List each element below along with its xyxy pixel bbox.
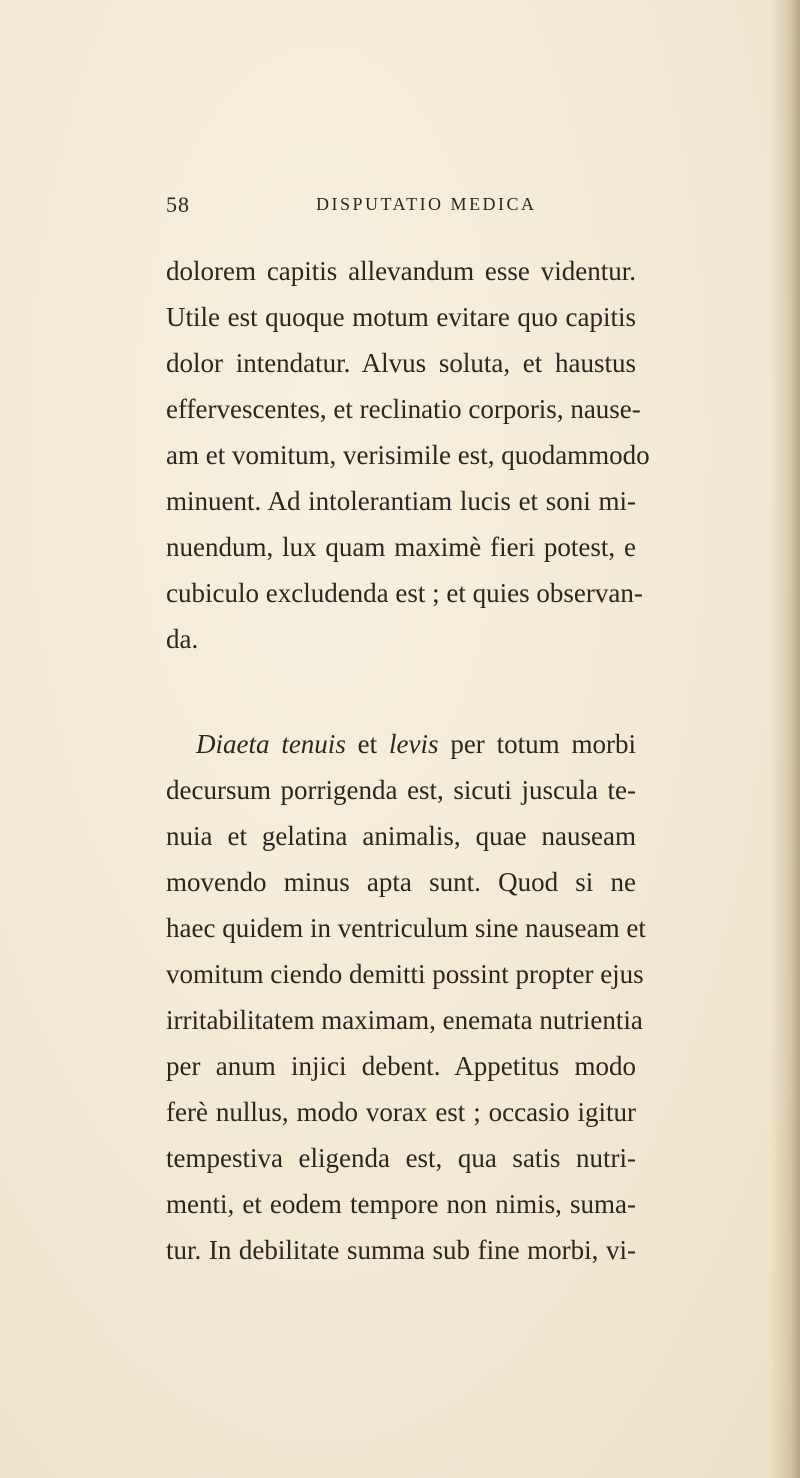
paragraph-gap xyxy=(166,662,636,721)
body-text xyxy=(166,248,650,1273)
text-line: minuent. Ad intolerantiam lucis et soni mi- xyxy=(166,486,636,516)
italic-word-levis: levis xyxy=(389,729,439,759)
text-line: irritabilitatem maximam, enemata nutrientia xyxy=(166,1005,643,1035)
text-line: effervescentes, et reclinatio corporis, nause- xyxy=(166,394,641,424)
text-line: nuia et gelatina animalis, quae nauseam xyxy=(166,821,636,851)
text-line: decursum porrigenda est, sicuti juscula te- xyxy=(166,775,636,805)
text-line: da. xyxy=(166,624,199,654)
text-fragment: per totum morbi xyxy=(438,729,636,759)
text-line: tempestiva eligenda est, qua satis nutri- xyxy=(166,1143,636,1173)
text-line: Utile est quoque motum evitare quo capitis xyxy=(166,302,636,332)
text-line: dolor intendatur. Alvus soluta, et haustus xyxy=(166,348,636,378)
text-line: ferè nullus, modo vorax est ; occasio igitur xyxy=(166,1097,636,1127)
text-line: cubiculo excludenda est ; et quies observan- xyxy=(166,578,643,608)
text-line: haec quidem in ventriculum sine nauseam et xyxy=(166,913,646,943)
text-line: movendo minus apta sunt. Quod si ne xyxy=(166,867,636,897)
text-line: per anum injici debent. Appetitus modo xyxy=(166,1051,636,1081)
page-header xyxy=(166,192,630,228)
paragraph-2 xyxy=(166,721,646,1273)
paragraph-1 xyxy=(166,248,650,662)
text-line-first xyxy=(166,721,636,767)
text-line: am et vomitum, verisimile est, quodammodo xyxy=(166,440,650,470)
running-title: DISPUTATIO MEDICA xyxy=(316,194,537,214)
text-line: tur. In debilitate summa sub fine morbi, vi- xyxy=(166,1235,636,1265)
text-line: vomitum ciendo demitti possint propter ejus xyxy=(166,959,644,989)
italic-phrase-diaeta-tenuis: Diaeta tenuis xyxy=(196,729,346,759)
text-line: nuendum, lux quam maximè fieri potest, e xyxy=(166,532,636,562)
page-number: 58 xyxy=(166,192,190,217)
text-line: dolorem capitis allevandum esse videntur. xyxy=(166,256,636,286)
text-fragment: et xyxy=(345,729,389,759)
text-line: menti, et eodem tempore non nimis, suma- xyxy=(166,1189,636,1219)
